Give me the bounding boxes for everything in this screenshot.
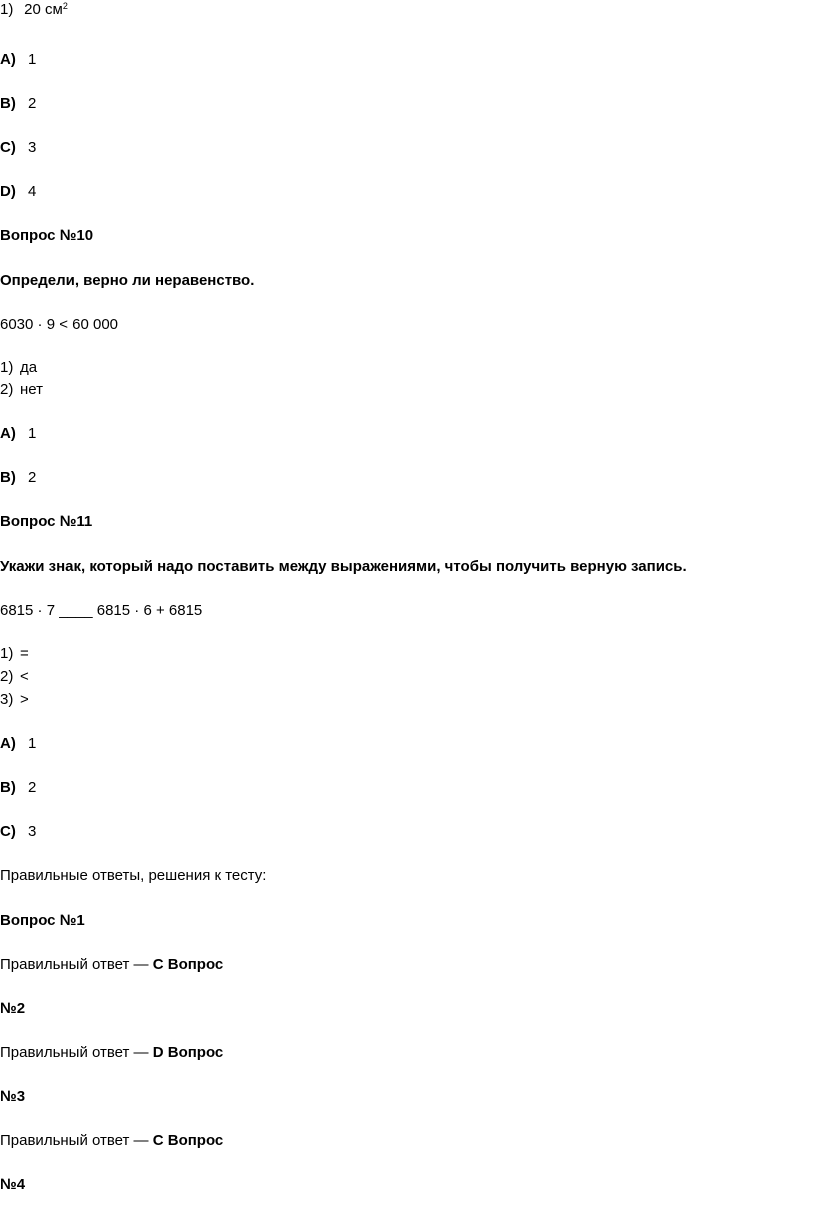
choice-text: > — [20, 691, 29, 708]
option-value: 1 — [28, 735, 37, 752]
option-letter: D) — [0, 183, 16, 200]
answer-option-b — [0, 468, 36, 488]
answer-option-d — [0, 182, 36, 202]
choice-item — [0, 0, 68, 20]
question-expression: 6815 · 7 ____ 6815 · 6 + 6815 — [0, 602, 203, 619]
choice-number: 2) — [0, 381, 14, 398]
answer-prefix: Правильный ответ — — [0, 1044, 153, 1061]
choice-item — [0, 380, 43, 400]
choice-text: = — [20, 645, 29, 662]
option-value: 1 — [28, 425, 37, 442]
answer-row — [0, 1043, 223, 1063]
answer-heading: №4 — [0, 1176, 26, 1193]
option-value: 1 — [28, 51, 37, 68]
option-letter: C) — [0, 823, 16, 840]
choice-number: 1) — [0, 359, 14, 376]
option-letter: B) — [0, 95, 16, 112]
option-letter: B) — [0, 779, 16, 796]
choice-text: < — [20, 668, 29, 685]
question-prompt: Укажи знак, который надо поставить между выражениями, чтобы получить верную запись. — [0, 558, 687, 575]
answer-value: C Вопрос — [152, 1132, 224, 1149]
option-letter: C) — [0, 139, 16, 156]
option-letter: A) — [0, 425, 16, 442]
choice-item — [0, 644, 29, 664]
answer-row — [0, 1131, 223, 1151]
option-value: 2 — [28, 779, 37, 796]
choice-number: 1) — [0, 645, 14, 662]
answer-heading: №2 — [0, 1000, 26, 1017]
question-prompt: Определи, верно ли неравенство. — [0, 272, 255, 289]
choice-number: 2) — [0, 668, 14, 685]
option-letter: A) — [0, 51, 16, 68]
choice-number: 1) — [0, 1, 14, 18]
answer-option-a — [0, 50, 36, 70]
answer-option-b — [0, 94, 36, 114]
answer-prefix: Правильный ответ — — [0, 1132, 153, 1149]
answer-heading: №3 — [0, 1088, 26, 1105]
answer-heading: Вопрос №1 — [0, 912, 85, 929]
answer-value: C Вопрос — [152, 956, 224, 973]
answer-option-b — [0, 778, 36, 798]
answers-intro: Правильные ответы, решения к тесту: — [0, 867, 267, 884]
answer-value: D Вопрос — [152, 1044, 224, 1061]
option-value: 4 — [28, 183, 37, 200]
option-letter: A) — [0, 735, 16, 752]
answer-option-c — [0, 138, 36, 158]
answer-option-c — [0, 822, 36, 842]
answer-prefix: Правильный ответ — — [0, 956, 153, 973]
choice-number: 3) — [0, 691, 14, 708]
question-expression: 6030 · 9 < 60 000 — [0, 316, 119, 333]
question-heading: Вопрос №10 — [0, 227, 94, 244]
option-value: 2 — [28, 469, 37, 486]
answer-option-a — [0, 734, 36, 754]
choice-text: нет — [20, 381, 43, 398]
answer-option-a — [0, 424, 36, 444]
option-value: 2 — [28, 95, 37, 112]
option-value: 3 — [28, 139, 37, 156]
choice-item — [0, 358, 37, 378]
choice-text: да — [20, 359, 38, 376]
choice-item — [0, 690, 29, 710]
choice-text: 20 см — [24, 1, 63, 18]
choice-item — [0, 667, 29, 687]
option-letter: B) — [0, 469, 16, 486]
answer-row — [0, 955, 223, 975]
question-heading: Вопрос №11 — [0, 513, 93, 530]
option-value: 3 — [28, 823, 37, 840]
superscript: 2 — [62, 1, 68, 11]
